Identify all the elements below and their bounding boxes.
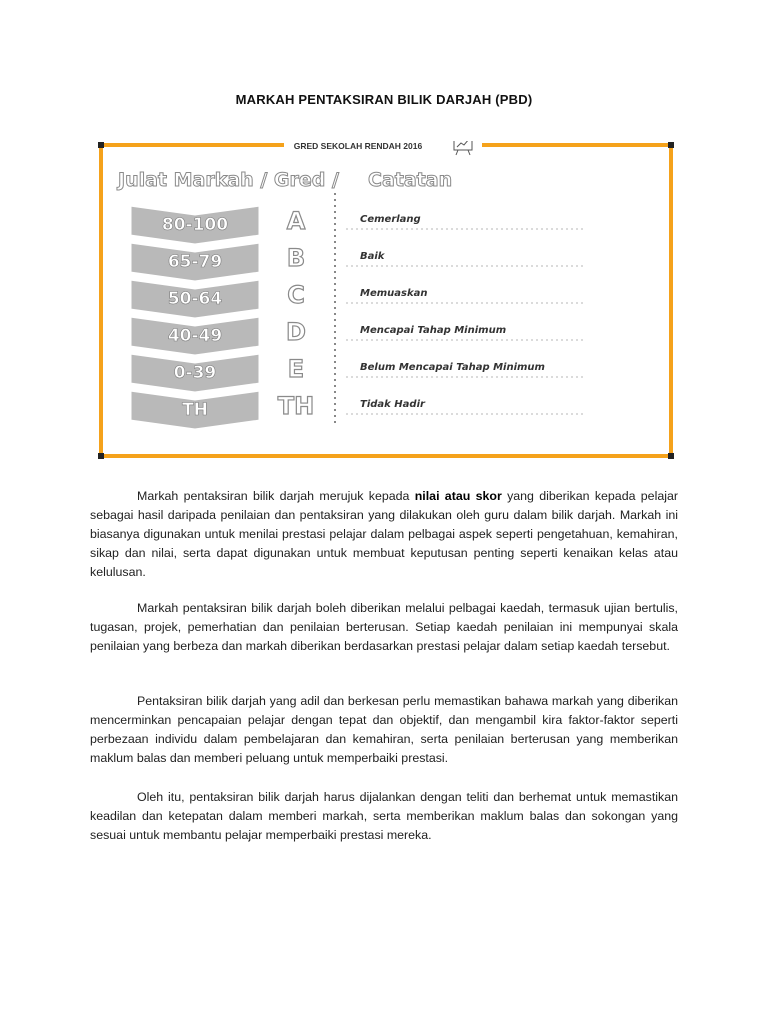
range-label: 80-100 bbox=[161, 215, 229, 235]
range-label: 0-39 bbox=[173, 363, 217, 383]
heading-range-grade: Julat Markah / Gred bbox=[118, 169, 326, 191]
chart-board-icon bbox=[454, 141, 472, 155]
paragraph-4: Oleh itu, pentaksiran bilik darjah harus dijalankan dengan teliti dan berhemat untuk memastikan keadilan dan ketepatan dalam memberi markah, serta memberikan maklum balas dan sokongan yang sesuai untuk membantu pelajar memperbaiki prestasi mereka. bbox=[90, 790, 678, 842]
grade-table-figure bbox=[98, 141, 674, 459]
range-label: TH bbox=[182, 400, 208, 420]
range-label: 65-79 bbox=[167, 252, 223, 272]
grade-note: Mencapai Tahap Minimum bbox=[360, 325, 507, 336]
grade-note: Memuaskan bbox=[360, 288, 428, 299]
paragraph-3: Pentaksiran bilik darjah yang adil dan berkesan perlu memastikan bahawa markah yang diberikan mencerminkan pencapaian pelajar dengan tepat dan objektif, dan mengambil kira faktor-faktor seperti perbezaan individu dalam pembelajaran dan kemahiran, serta penilaian berterusan yang memberikan maklum balas dan memberi peluang untuk memperbaiki prestasi. bbox=[90, 694, 678, 765]
range-label: 50-64 bbox=[167, 289, 223, 309]
grade-letter: TH bbox=[277, 392, 315, 420]
grade-note: Cemerlang bbox=[360, 214, 421, 225]
grade-letter: B bbox=[286, 244, 306, 272]
paragraph-1-text-end: yang diberikan kepada pelajar sebagai hasil daripada penilaian dan pentaksiran yang dilakukan oleh guru dalam bilik darjah. Markah ini biasanya digunakan untuk menilai prestasi pelajar dalam pelbagai aspek seperti pengetahuan, kemahiran, sikap dan nilai, serta dapat digunakan untuk membuat keputusan penting seperti kenaikan kelas atau kelulusan. bbox=[90, 489, 678, 579]
paragraph-1 bbox=[90, 487, 678, 582]
grade-letter: E bbox=[287, 355, 305, 383]
grade-note: Belum Mencapai Tahap Minimum bbox=[360, 362, 545, 373]
document-title: MARKAH PENTAKSIRAN BILIK DARJAH (PBD) bbox=[235, 92, 533, 107]
grade-letter: C bbox=[287, 281, 305, 309]
grade-letter: D bbox=[286, 318, 306, 346]
paragraph-2: Markah pentaksiran bilik darjah boleh diberikan melalui pelbagai kaedah, termasuk ujian bertulis, tugasan, projek, pemerhatian dan penilaian berterusan. Setiap kaedah penilaian ini mempunyai skala penilaian yang berbeza dan markah diberikan berdasarkan prestasi pelajar dalam setiap kaedah tersebut. bbox=[90, 601, 678, 653]
range-label: 40-49 bbox=[167, 326, 223, 346]
grade-note: Baik bbox=[360, 251, 385, 262]
heading-separator: / bbox=[332, 169, 339, 191]
paragraph-1-bold: nilai atau skor bbox=[414, 489, 502, 503]
grade-rows bbox=[130, 205, 586, 430]
grade-letter: A bbox=[286, 207, 306, 235]
figure-header-label: GRED SEKOLAH RENDAH 2016 bbox=[293, 141, 423, 151]
grade-note: Tidak Hadir bbox=[360, 399, 425, 410]
heading-notes: Catatan bbox=[368, 169, 453, 191]
paragraph-1-text-start: Markah pentaksiran bilik darjah merujuk kepada bbox=[137, 489, 415, 503]
